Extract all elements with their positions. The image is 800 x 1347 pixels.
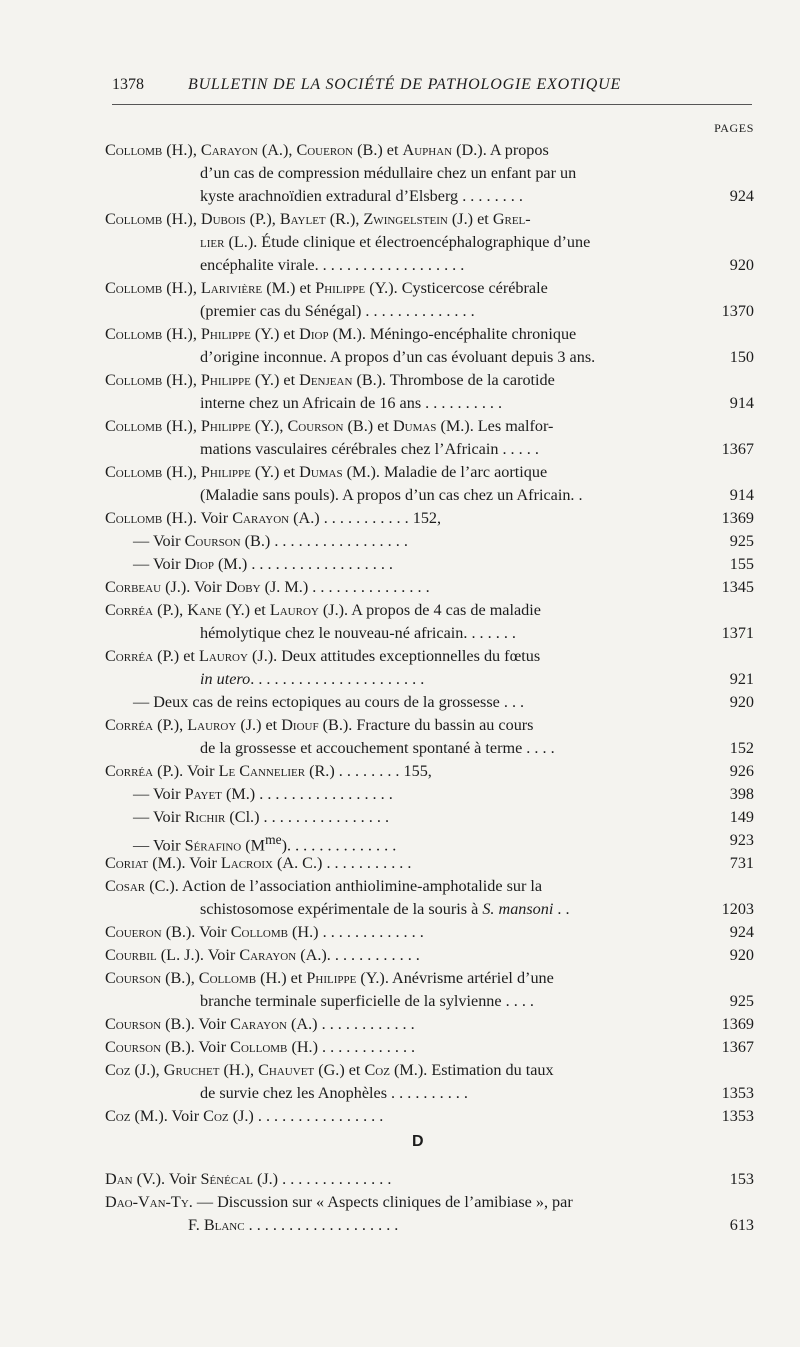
entry-text: Courbil (L. J.). Voir Carayon (A.). . . . . . . . . . . . bbox=[105, 946, 420, 964]
entry-page: 1353 bbox=[721, 1107, 754, 1125]
entry-page: 149 bbox=[729, 808, 754, 826]
entry-text: d’origine inconnue. A propos d’un cas évoluant depuis 3 ans. bbox=[200, 348, 596, 366]
entry-text: — Voir Diop (M.) . . . . . . . . . . . . . . . . . . bbox=[133, 555, 393, 573]
entry-page: 1203 bbox=[721, 900, 754, 918]
entry-text: kyste arachnoïdien extradural d’Elsberg . . . . . . . . bbox=[200, 187, 523, 205]
entry-text: — Voir Sérafino $(M^{me})$. . . . . . . . . . . . . . bbox=[133, 832, 397, 855]
entry-page: 921 bbox=[729, 670, 754, 688]
entry-page: 924 bbox=[729, 923, 754, 941]
page-number: 1378 bbox=[112, 76, 144, 93]
entry-page: 1369 bbox=[721, 1015, 754, 1033]
entry-text: — Voir Richir (Cl.) . . . . . . . . . . . . . . . . bbox=[133, 808, 389, 826]
entry-text: Collomb (H.), Carayon (A.), Coueron (B.) et Auphan (D.). A propos bbox=[105, 141, 549, 159]
entry-text: branche terminale superficielle de la sylvienne . . . . bbox=[200, 992, 534, 1010]
section-letter: D bbox=[412, 1133, 424, 1150]
entry-page: 914 bbox=[729, 486, 754, 504]
entry-text: (Maladie sans pouls). A propos d’un cas chez un Africain. . bbox=[200, 486, 583, 504]
entry-page: 731 bbox=[729, 854, 754, 872]
entry-text: Dan (V.). Voir Sénécal (J.) . . . . . . . . . . . . . . bbox=[105, 1170, 392, 1188]
entry-page: 150 bbox=[729, 348, 754, 366]
entry-text: Collomb (H.), Larivière (M.) et Philippe (Y.). Cysticercose cérébrale bbox=[105, 279, 548, 297]
entry-text: Collomb (H.), Philippe (Y.) et Diop (M.). Méningo-encéphalite chronique bbox=[105, 325, 577, 343]
entry-text: Collomb (H.), Dubois (P.), Baylet (R.), Zwingelstein (J.) et Grel- bbox=[105, 210, 531, 228]
entry-text: Courson (B.). Voir Carayon (A.) . . . . . . . . . . . . bbox=[105, 1015, 415, 1033]
entry-text: Coueron (B.). Voir Collomb (H.) . . . . . . . . . . . . . bbox=[105, 923, 424, 941]
entry-text: Coz (M.). Voir Coz (J.) . . . . . . . . . . . . . . . . bbox=[105, 1107, 384, 1125]
entry-page: 920 bbox=[729, 256, 754, 274]
entry-text: interne chez un Africain de 16 ans . . . . . . . . . . bbox=[200, 394, 503, 412]
entry-text: Corbeau (J.). Voir Doby (J. M.) . . . . . . . . . . . . . . . bbox=[105, 578, 430, 596]
entry-page: 1367 bbox=[721, 440, 754, 458]
entry-page: 1353 bbox=[721, 1084, 754, 1102]
entry-text: Collomb (H.). Voir Carayon (A.) . . . . . . . . . . . 152, bbox=[105, 509, 442, 527]
entry-text: Corréa (P.), Lauroy (J.) et Diouf (B.). Fracture du bassin au cours bbox=[105, 716, 534, 734]
entry-page: 923 bbox=[729, 831, 754, 849]
entry-page: 152 bbox=[729, 739, 754, 757]
entry-text: Coz (J.), Gruchet (H.), Chauvet (G.) et Coz (M.). Estimation du taux bbox=[105, 1061, 554, 1079]
entry-page: 398 bbox=[729, 785, 754, 803]
entry-page: 920 bbox=[729, 693, 754, 711]
entry-text: lier (L.). Étude clinique et électroencéphalographique d’une bbox=[200, 233, 591, 251]
entry-page: 613 bbox=[729, 1216, 754, 1234]
entry-text: Corréa (P.). Voir Le Cannelier (R.) . . . . . . . . 155, bbox=[105, 762, 432, 780]
entry-page: 1345 bbox=[721, 578, 754, 596]
entry-text: F. Blanc . . . . . . . . . . . . . . . . . . . bbox=[188, 1216, 399, 1234]
entry-text: — Voir Courson (B.) . . . . . . . . . . . . . . . . . bbox=[133, 532, 408, 550]
entry-page: 920 bbox=[729, 946, 754, 964]
entry-page: 926 bbox=[729, 762, 754, 780]
entry-text: Corréa (P.), Kane (Y.) et Lauroy (J.). A propos de 4 cas de maladie bbox=[105, 601, 541, 619]
entry-text: — Voir Payet (M.) . . . . . . . . . . . . . . . . . bbox=[133, 785, 393, 803]
entry-text: de la grossesse et accouchement spontané à terme . . . . bbox=[200, 739, 555, 757]
entry-text: d’un cas de compression médullaire chez un enfant par un bbox=[200, 164, 577, 182]
entry-page: 925 bbox=[729, 532, 754, 550]
entry-text: encéphalite virale. . . . . . . . . . . . . . . . . . . bbox=[200, 256, 465, 274]
entry-page: 1367 bbox=[721, 1038, 754, 1056]
entry-page: 914 bbox=[729, 394, 754, 412]
entry-text: in utero. . . . . . . . . . . . . . . . . . . . . . bbox=[200, 670, 425, 688]
entry-page: 1370 bbox=[721, 302, 754, 320]
entry-text: Corréa (P.) et Lauroy (J.). Deux attitudes exceptionnelles du fœtus bbox=[105, 647, 541, 665]
entry-page: 924 bbox=[729, 187, 754, 205]
entry-text: Cosar (C.). Action de l’association anthiolimine-amphotalide sur la bbox=[105, 877, 543, 895]
entry-text: schistosomose expérimentale de la souris à S. mansoni . . bbox=[200, 900, 570, 918]
entry-text: Collomb (H.), Philippe (Y.) et Denjean (B.). Thrombose de la carotide bbox=[105, 371, 555, 389]
pages-column-label: PAGES bbox=[714, 121, 754, 135]
entry-text: Dao-Van-Ty. — Discussion sur « Aspects cliniques de l’amibiase », par bbox=[105, 1193, 573, 1211]
entry-text: mations vasculaires cérébrales chez l’Africain . . . . . bbox=[200, 440, 539, 458]
entry-page: 1371 bbox=[721, 624, 754, 642]
entry-page: 925 bbox=[729, 992, 754, 1010]
entry-text: Coriat (M.). Voir Lacroix (A. C.) . . . . . . . . . . . bbox=[105, 854, 412, 872]
running-title: BULLETIN DE LA SOCIÉTÉ DE PATHOLOGIE EXOTIQUE bbox=[188, 76, 622, 93]
entry-text: Collomb (H.), Philippe (Y.) et Dumas (M.). Maladie de l’arc aortique bbox=[105, 463, 548, 481]
entry-text: hémolytique chez le nouveau-né africain. . . . . . . bbox=[200, 624, 516, 642]
entry-text: (premier cas du Sénégal) . . . . . . . . . . . . . . bbox=[200, 302, 475, 320]
entry-text: Courson (B.). Voir Collomb (H.) . . . . . . . . . . . . bbox=[105, 1038, 416, 1056]
entry-text: Collomb (H.), Philippe (Y.), Courson (B.) et Dumas (M.). Les malfor- bbox=[105, 417, 554, 435]
header-rule bbox=[112, 104, 752, 105]
entry-text: Courson (B.), Collomb (H.) et Philippe (Y.). Anévrisme artériel d’une bbox=[105, 969, 554, 987]
entry-page: 153 bbox=[729, 1170, 754, 1188]
entry-text: de survie chez les Anophèles . . . . . . . . . . bbox=[200, 1084, 468, 1102]
entry-page: 155 bbox=[729, 555, 754, 573]
entry-text: — Deux cas de reins ectopiques au cours de la grossesse . . . bbox=[133, 693, 525, 711]
entry-page: 1369 bbox=[721, 509, 754, 527]
